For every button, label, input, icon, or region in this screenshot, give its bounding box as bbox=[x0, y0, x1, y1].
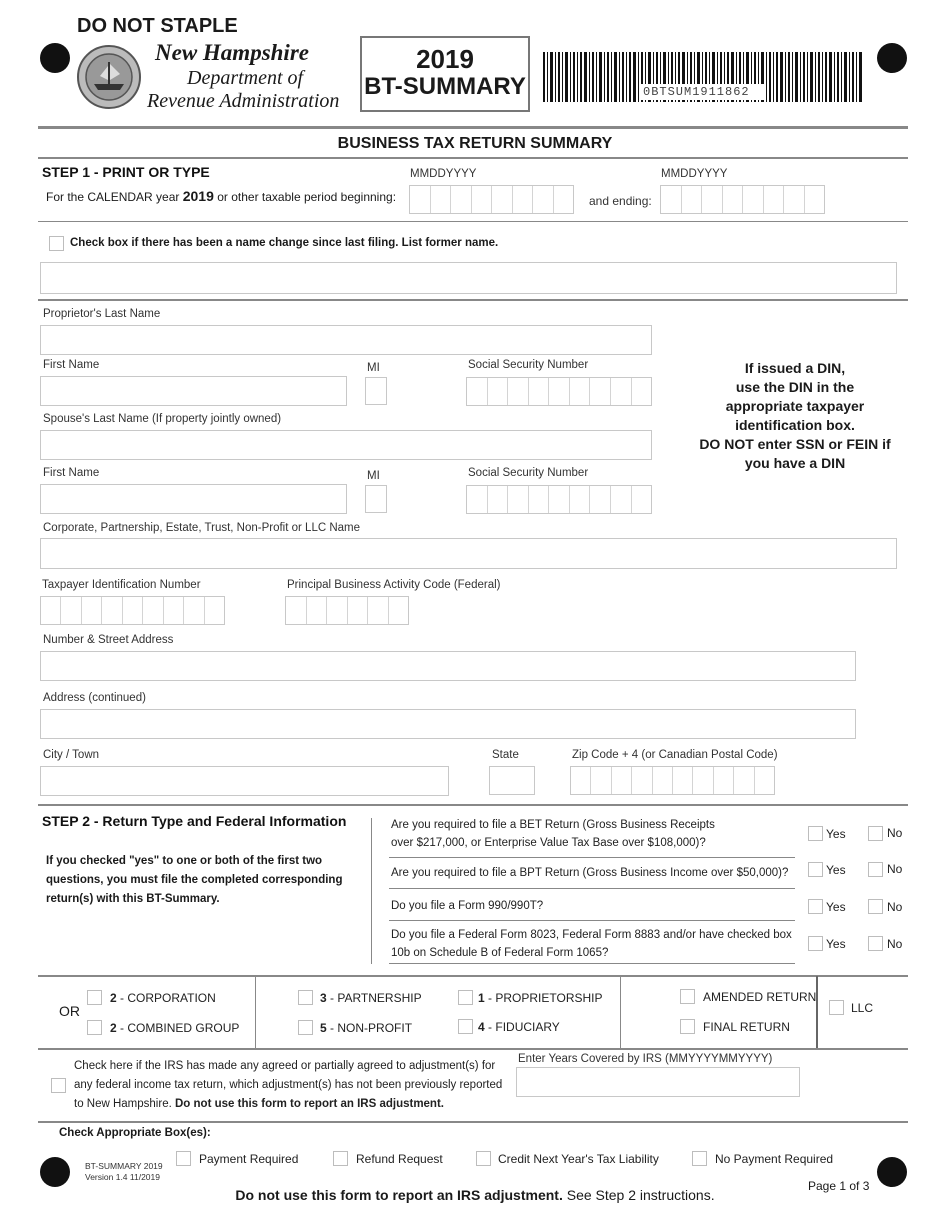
question-1: Are you required to file a BET Return (Gross Business Receipts over $217,000, or Enterprise Value Tax Base over $108,000)? bbox=[391, 819, 715, 849]
din-note-line-3: appropriate taxpayer bbox=[725, 398, 865, 414]
llc-checkbox[interactable] bbox=[829, 1000, 844, 1015]
q1-yes-checkbox[interactable] bbox=[808, 826, 823, 841]
proprietor-last-name-input[interactable] bbox=[40, 325, 652, 355]
registration-mark-top-left bbox=[40, 43, 70, 73]
din-note-line-2: use the DIN in the bbox=[735, 379, 855, 395]
rule-2 bbox=[38, 221, 908, 222]
former-name-input[interactable] bbox=[40, 262, 897, 294]
proprietorship-checkbox[interactable] bbox=[458, 990, 473, 1005]
page-number: Page 1 of 3 bbox=[808, 1179, 870, 1193]
city-input[interactable] bbox=[40, 766, 449, 796]
non-profit-label bbox=[320, 1021, 412, 1035]
ssn-1-label: Social Security Number bbox=[468, 359, 589, 371]
q3-yes-label: Yes bbox=[826, 900, 846, 914]
name-change-label: Check box if there has been a name change since last filing. List former name. bbox=[70, 237, 499, 249]
fiduciary-label bbox=[478, 1020, 560, 1034]
llc-label: LLC bbox=[851, 1001, 874, 1015]
corporation-checkbox[interactable] bbox=[87, 990, 102, 1005]
barcode-text: 0BTSUM1911862 bbox=[643, 85, 750, 99]
combined-num: 2 bbox=[110, 1021, 117, 1035]
period-line bbox=[46, 188, 396, 204]
no-payment-required-label: No Payment Required bbox=[715, 1152, 834, 1166]
question-4-rule bbox=[389, 963, 795, 964]
spouse-last-name-label: Spouse's Last Name (If property jointly owned) bbox=[43, 413, 282, 425]
proprietorship-num: 1 bbox=[478, 991, 485, 1005]
state-label: State bbox=[492, 749, 519, 761]
agency-line-2: Department of bbox=[187, 67, 304, 89]
page-title: BUSINESS TAX RETURN SUMMARY bbox=[337, 135, 613, 152]
address-cont-label: Address (continued) bbox=[43, 692, 146, 704]
refund-request-checkbox[interactable] bbox=[333, 1151, 348, 1166]
period-year: 2019 bbox=[182, 188, 214, 204]
form-id-box bbox=[360, 36, 530, 112]
din-note-line-4: identification box. bbox=[735, 417, 855, 433]
ssn-1-input[interactable] bbox=[466, 377, 652, 406]
mi-1-input[interactable] bbox=[365, 377, 387, 405]
pbac-label: Principal Business Activity Code (Federal) bbox=[287, 579, 501, 591]
q2-yes-checkbox[interactable] bbox=[808, 862, 823, 877]
begin-date-input[interactable] bbox=[409, 185, 574, 214]
question-4: Do you file a Federal Form 8023, Federal Form 8883 and/or have checked box 10b on Schedule B of Federal Form 1065? bbox=[391, 929, 792, 959]
q2-no-checkbox[interactable] bbox=[868, 862, 883, 877]
q4-yes-label: Yes bbox=[826, 937, 846, 951]
amended-return-checkbox[interactable] bbox=[680, 989, 695, 1004]
barcode bbox=[543, 52, 863, 102]
rule-6 bbox=[38, 1048, 908, 1050]
period-suffix: or other taxable period beginning: bbox=[217, 190, 397, 204]
step2-divider bbox=[371, 818, 372, 964]
footer-note-rest: See Step 2 instructions. bbox=[566, 1187, 715, 1203]
mi-2-input[interactable] bbox=[365, 485, 387, 513]
fiduciary-checkbox[interactable] bbox=[458, 1019, 473, 1034]
registration-mark-bottom-right bbox=[877, 1157, 907, 1187]
begin-date-format: MMDDYYYY bbox=[410, 168, 477, 180]
combined-group-checkbox[interactable] bbox=[87, 1020, 102, 1035]
q4-no-label: No bbox=[887, 937, 903, 951]
q2-yes-label: Yes bbox=[826, 863, 846, 877]
rtype-divider-1 bbox=[255, 976, 256, 1048]
do-not-staple: DO NOT STAPLE bbox=[77, 15, 238, 37]
q1-yes-label: Yes bbox=[826, 827, 846, 841]
rule-4 bbox=[38, 804, 908, 806]
corporation-label bbox=[110, 991, 216, 1005]
partnership-label bbox=[320, 991, 422, 1005]
irs-years-label: Enter Years Covered by IRS (MMYYYYMMYYYY) bbox=[518, 1053, 773, 1065]
fiduciary-text: - FIDUCIARY bbox=[488, 1020, 560, 1034]
corporation-num: 2 bbox=[110, 991, 117, 1005]
tin-input[interactable] bbox=[40, 596, 225, 625]
partnership-checkbox[interactable] bbox=[298, 990, 313, 1005]
first-name-1-input[interactable] bbox=[40, 376, 347, 406]
amended-return-label: AMENDED RETURN bbox=[703, 990, 817, 1004]
step2-note: If you checked "yes" to one or both of the first two questions, you must file the completed corresponding return(s) with this BT-Summary. bbox=[46, 855, 343, 905]
q2-no-label: No bbox=[887, 862, 903, 876]
form-year: 2019 bbox=[416, 44, 474, 74]
first-name-2-input[interactable] bbox=[40, 484, 347, 514]
period-prefix: For the CALENDAR year bbox=[46, 190, 180, 204]
refund-request-label: Refund Request bbox=[356, 1152, 443, 1166]
proprietorship-text: - PROPRIETORSHIP bbox=[488, 991, 603, 1005]
combined-text: - COMBINED GROUP bbox=[120, 1021, 240, 1035]
first-name-1-label: First Name bbox=[43, 359, 100, 371]
rule-3 bbox=[38, 299, 908, 301]
irs-text: Check here if the IRS has made any agreed or partially agreed to adjustment(s) for any federal income tax return, which adjustment(s) has not been previously reported to New Hampshire. bbox=[74, 1060, 503, 1110]
nonprofit-text: - NON-PROFIT bbox=[330, 1021, 413, 1035]
zip-label: Zip Code + 4 (or Canadian Postal Code) bbox=[572, 749, 778, 761]
proprietor-last-name-label: Proprietor's Last Name bbox=[43, 308, 161, 320]
q3-yes-checkbox[interactable] bbox=[808, 899, 823, 914]
version-line-1: BT-SUMMARY 2019 bbox=[85, 1161, 163, 1171]
or-label: OR bbox=[59, 1003, 80, 1019]
end-date-input[interactable] bbox=[660, 185, 825, 214]
q4-yes-checkbox[interactable] bbox=[808, 936, 823, 951]
irs-bold: Do not use this form to report an IRS adjustment. bbox=[175, 1098, 444, 1110]
street-label: Number & Street Address bbox=[43, 634, 174, 646]
registration-mark-top-right bbox=[877, 43, 907, 73]
title-rule bbox=[38, 157, 908, 159]
non-profit-checkbox[interactable] bbox=[298, 1020, 313, 1035]
version-line-2: Version 1.4 11/2019 bbox=[85, 1172, 160, 1182]
rule-5 bbox=[38, 975, 908, 977]
partnership-text: - PARTNERSHIP bbox=[330, 991, 422, 1005]
footer-note bbox=[0, 1187, 950, 1203]
rtype-divider-2 bbox=[620, 976, 621, 1048]
payment-required-checkbox[interactable] bbox=[176, 1151, 191, 1166]
din-note-line-5: DO NOT enter SSN or FEIN if bbox=[699, 436, 891, 452]
q3-no-label: No bbox=[887, 900, 903, 914]
question-2-rule bbox=[389, 888, 795, 889]
q3-no-checkbox[interactable] bbox=[868, 899, 883, 914]
corporation-text: - CORPORATION bbox=[120, 991, 216, 1005]
din-note-line-6: you have a DIN bbox=[744, 455, 846, 471]
credit-checkbox[interactable] bbox=[476, 1151, 491, 1166]
corp-name-label: Corporate, Partnership, Estate, Trust, Non-Profit or LLC Name bbox=[43, 522, 361, 534]
ssn-2-label: Social Security Number bbox=[468, 467, 589, 479]
rtype-divider-3 bbox=[816, 976, 818, 1048]
corp-name-input[interactable] bbox=[40, 538, 897, 569]
spouse-last-name-input[interactable] bbox=[40, 430, 652, 460]
final-return-checkbox[interactable] bbox=[680, 1019, 695, 1034]
rule-7 bbox=[38, 1121, 908, 1123]
agency-line-1: New Hampshire bbox=[155, 40, 309, 65]
first-name-2-label: First Name bbox=[43, 467, 100, 479]
state-seal-icon bbox=[76, 44, 142, 110]
combined-group-label bbox=[110, 1021, 239, 1035]
din-note bbox=[690, 359, 900, 473]
street-input[interactable] bbox=[40, 651, 856, 681]
step2-heading: STEP 2 - Return Type and Federal Information bbox=[42, 813, 347, 829]
q1-no-checkbox[interactable] bbox=[868, 826, 883, 841]
end-date-format: MMDDYYYY bbox=[661, 168, 728, 180]
proprietorship-label bbox=[478, 991, 603, 1005]
final-return-label: FINAL RETURN bbox=[703, 1020, 790, 1034]
mi-2-label: MI bbox=[367, 470, 380, 482]
address-cont-input[interactable] bbox=[40, 709, 856, 739]
partnership-num: 3 bbox=[320, 991, 327, 1005]
question-2: Are you required to file a BPT Return (Gross Business Income over $50,000)? bbox=[391, 867, 789, 879]
form-name: BT-SUMMARY bbox=[364, 73, 526, 100]
question-3: Do you file a Form 990/990T? bbox=[391, 900, 544, 912]
city-label: City / Town bbox=[43, 749, 100, 761]
header-rule bbox=[38, 126, 908, 129]
payment-required-label: Payment Required bbox=[199, 1152, 299, 1166]
state-input[interactable] bbox=[489, 766, 535, 795]
q4-no-checkbox[interactable] bbox=[868, 936, 883, 951]
fiduciary-num: 4 bbox=[478, 1020, 485, 1034]
and-ending: and ending: bbox=[589, 194, 652, 208]
mi-1-label: MI bbox=[367, 362, 380, 374]
credit-label: Credit Next Year's Tax Liability bbox=[498, 1152, 659, 1166]
irs-adjustment-text bbox=[74, 1057, 504, 1114]
din-note-line-1: If issued a DIN, bbox=[744, 360, 846, 376]
ssn-2-input[interactable] bbox=[466, 485, 652, 514]
irs-years-input[interactable] bbox=[516, 1067, 800, 1097]
nonprofit-num: 5 bbox=[320, 1021, 327, 1035]
tin-label: Taxpayer Identification Number bbox=[42, 579, 201, 591]
name-change-checkbox[interactable] bbox=[49, 236, 64, 251]
check-boxes-heading: Check Appropriate Box(es): bbox=[59, 1127, 211, 1139]
irs-adjustment-checkbox[interactable] bbox=[51, 1078, 66, 1093]
q1-no-label: No bbox=[887, 826, 903, 840]
agency-line-3: Revenue Administration bbox=[147, 90, 340, 112]
question-3-rule bbox=[389, 920, 795, 921]
no-payment-required-checkbox[interactable] bbox=[692, 1151, 707, 1166]
pbac-input[interactable] bbox=[285, 596, 409, 625]
question-1-rule bbox=[389, 857, 795, 858]
footer-note-bold: Do not use this form to report an IRS adjustment. bbox=[235, 1187, 563, 1203]
step1-heading: STEP 1 - PRINT OR TYPE bbox=[42, 164, 210, 180]
registration-mark-bottom-left bbox=[40, 1157, 70, 1187]
zip-input[interactable] bbox=[570, 766, 775, 795]
